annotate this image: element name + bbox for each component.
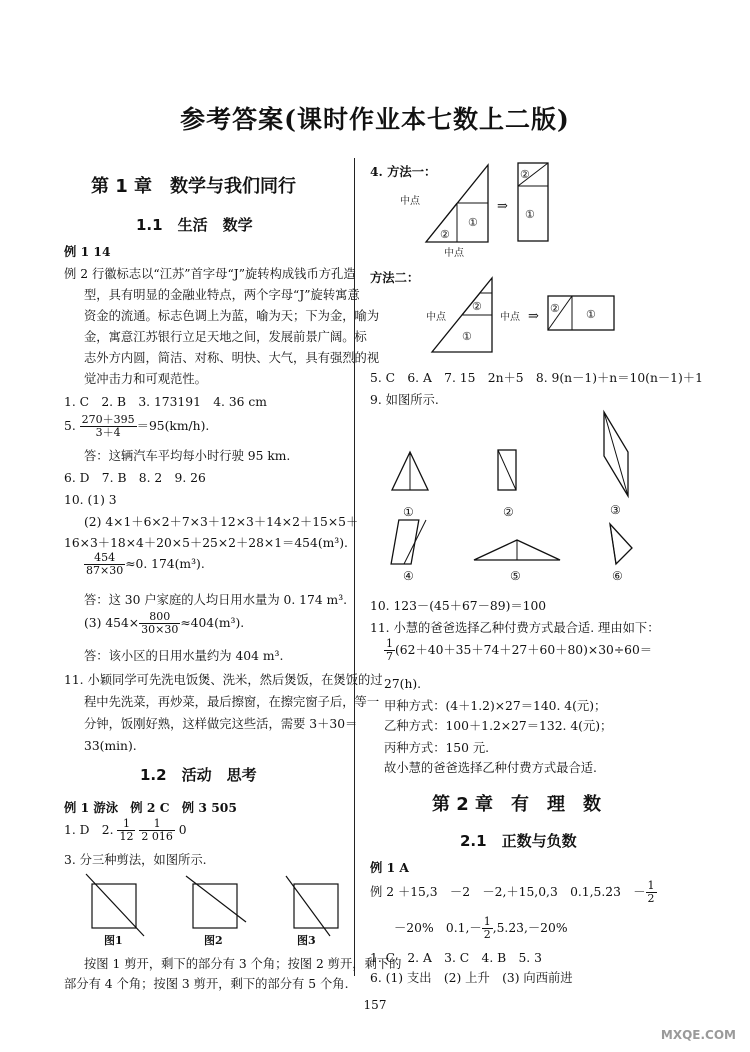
answers-6-9: 6. D 7. B 8. 2 9. 26 bbox=[64, 471, 206, 485]
shape-5-label: ⑤ bbox=[510, 569, 521, 583]
answer-10-2: (2) 4×1＋6×2＋7×3＋12×3＋14×2＋15×5＋ bbox=[84, 515, 359, 529]
arrow-icon: ⇒ bbox=[497, 199, 508, 214]
answer-4-method-2: 方法二： bbox=[370, 270, 420, 285]
example-2-line: 资金的流通。标志色调上为蓝，喻为天；下为金，喻为 bbox=[84, 309, 380, 323]
answer-10-2-cont: 16×3＋18×4＋20×5＋25×2＋28×1＝454(m³). bbox=[64, 536, 348, 550]
answers-5-8: 5. C 6. A 7. 15 2n＋5 8. 9(n－1)＋n＝10(n－1)＋1 bbox=[370, 371, 703, 385]
chapter-2-heading: 第 2 章 有 理 数 bbox=[432, 794, 602, 815]
method-1-diagram bbox=[400, 160, 580, 260]
example-2-1-2-cont: －20% 0.1,－ $\frac{1}{2}$ ,5.2̇3̇,－20% bbox=[394, 915, 568, 941]
shape-2-label: ② bbox=[503, 505, 514, 519]
shape-1-label: ① bbox=[403, 505, 414, 519]
answer-10-3: (3) 454× $\frac{800}{30\times 30}$ ≈404(m³). bbox=[84, 610, 245, 636]
shape-4-label: ④ bbox=[403, 569, 414, 583]
circle-1-label: ① bbox=[586, 308, 596, 321]
answer-4-method-1: 4. 方法一： bbox=[370, 164, 437, 179]
example-2-1-1: 例 1 A bbox=[370, 860, 409, 875]
answer-11-option-c: 丙种方式：150 元. bbox=[384, 741, 490, 755]
circle-2-label: ② bbox=[440, 228, 450, 241]
cut-figure-2 bbox=[186, 876, 246, 928]
shape-3-label: ③ bbox=[610, 503, 621, 517]
answer-11-conclusion: 故小慧的爸爸选择乙种付费方式最合适. bbox=[384, 761, 597, 775]
cut-figure-1 bbox=[86, 874, 144, 936]
example-2-1-2: 例 2 ＋15,3 －2 －2,＋15,0,3 0.1,5.2̇3̇ － $\frac{1}{2}$ bbox=[370, 879, 655, 905]
circle-2-label: ② bbox=[520, 168, 530, 181]
answer-5-conclusion: 答：这辆汽车平均每小时行驶 95 km. bbox=[84, 449, 291, 463]
section-1-2-heading: 1.2 活动 思考 bbox=[140, 766, 257, 784]
page-number: 157 bbox=[363, 998, 387, 1012]
answer-11-option-a: 甲种方式：(4＋1.2)×27＝140. 4(元)； bbox=[384, 699, 607, 713]
figure-3-caption: 图3 bbox=[297, 934, 316, 947]
examples-1-2: 例 1 游泳 例 2 C 例 3 505 bbox=[64, 800, 237, 815]
answer-11-line: 33(min). bbox=[84, 739, 137, 753]
cut-description-line: 按图 1 剪开，剩下的部分有 3 个角；按图 2 剪开，剩下的 bbox=[84, 957, 402, 971]
answer-10-conclusion-2: 答：该小区的日用水量约为 404 m³. bbox=[84, 649, 284, 663]
q9-shapes bbox=[370, 400, 670, 590]
circle-1-label: ① bbox=[525, 208, 535, 221]
midpoint-label: 中点 bbox=[444, 248, 464, 259]
answer-2-1-6: 6. (1) 支出 (2) 上升 (3) 向西前进 bbox=[370, 971, 573, 985]
answers-2-1-1-5: 1. C 2. A 3. C 4. B 5. 3 bbox=[370, 951, 542, 965]
midpoint-label: 中点 bbox=[500, 312, 520, 323]
answer-11-calc: $\frac{1}{7}$ (62＋40＋35＋74＋27＋60＋80)×30÷60＝ bbox=[386, 637, 653, 663]
example-1: 例 1 14 bbox=[64, 244, 111, 259]
cut-figure-3 bbox=[286, 876, 338, 936]
chapter-1-heading: 第 1 章 数学与我们同行 bbox=[91, 176, 297, 197]
midpoint-label: 中点 bbox=[400, 196, 420, 207]
figure-1-caption: 图1 bbox=[104, 934, 123, 947]
answers-1-2-section-1-2: 1. D 2. $\frac{1}{12}$ $\frac{1}{2 016}$ 0 bbox=[64, 817, 187, 843]
answer-10-conclusion-1: 答：这 30 户家庭的人均日用水量为 0. 174 m³. bbox=[84, 593, 348, 607]
answer-11-line: 程中先洗菜，再炒菜，最后擦窗，在擦完窗子后，等一 bbox=[84, 695, 380, 709]
example-2-line: 型，具有明显的金融业特点，两个字母“J”旋转寓意 bbox=[84, 288, 360, 302]
answer-11-option-b: 乙种方式：100＋1.2×27＝132. 4(元)； bbox=[384, 719, 613, 733]
example-2-line: 例 2 行徽标志以“江苏”首字母“J”旋转构成钱币方孔造 bbox=[64, 267, 356, 281]
cut-description-line: 部分有 4 个角；按图 3 剪开，剩下的部分有 5 个角. bbox=[64, 977, 349, 991]
figure-2-caption: 图2 bbox=[204, 934, 223, 947]
answer-9-intro: 9. 如图所示. bbox=[370, 393, 439, 407]
section-2-1-heading: 2.1 正数与负数 bbox=[460, 832, 577, 850]
answer-11-line: 分钟，饭刚好熟，这样做完这些活，需要 3＋30＝ bbox=[84, 717, 358, 731]
answer-10-right: 10. 123－(45＋67－89)＝100 bbox=[370, 599, 547, 613]
answers-1-4: 1. C 2. B 3. 173191 4. 36 cm bbox=[64, 395, 267, 409]
example-2-line: 志外方内圆，简洁、对称、明快、大气，具有强烈的视 bbox=[84, 351, 380, 365]
arrow-icon: ⇒ bbox=[528, 309, 539, 324]
answer-11-right: 11. 小慧的爸爸选择乙种付费方式最合适. 理由如下： bbox=[370, 621, 660, 635]
watermark: MXQE.COM bbox=[660, 1028, 736, 1042]
midpoint-label: 中点 bbox=[426, 312, 446, 323]
circle-2-label: ② bbox=[472, 300, 482, 313]
answer-10-1: 10. (1) 3 bbox=[64, 493, 117, 507]
example-2-line: 觉冲击力和可观范性。 bbox=[84, 372, 207, 386]
shape-6-label: ⑥ bbox=[612, 569, 623, 583]
page-title: 参考答案(课时作业本七数上二版) bbox=[180, 105, 570, 134]
example-2-line: 金，寓意江苏银行立足天地之间，发展前景广阔。标 bbox=[84, 330, 367, 344]
answer-5: 5. $\frac{270+395}{3+4}$ ＝95(km/h). bbox=[64, 413, 210, 439]
section-1-1-heading: 1.1 生活 数学 bbox=[136, 216, 253, 234]
answer-3-intro: 3. 分三种剪法，如图所示. bbox=[64, 853, 207, 867]
circle-1-label: ① bbox=[462, 330, 472, 343]
method-2-diagram bbox=[400, 270, 640, 360]
circle-1-label: ① bbox=[468, 216, 478, 229]
answer-10-fraction: $\frac{454}{87\times 30}$ ≈0. 174(m³). bbox=[86, 551, 205, 577]
circle-2-label: ② bbox=[550, 302, 560, 315]
answer-11-hours: 27(h). bbox=[384, 677, 422, 691]
answer-11-line: 11. 小颖同学可先洗电饭煲、洗米，然后煲饭，在煲饭的过 bbox=[64, 673, 383, 687]
